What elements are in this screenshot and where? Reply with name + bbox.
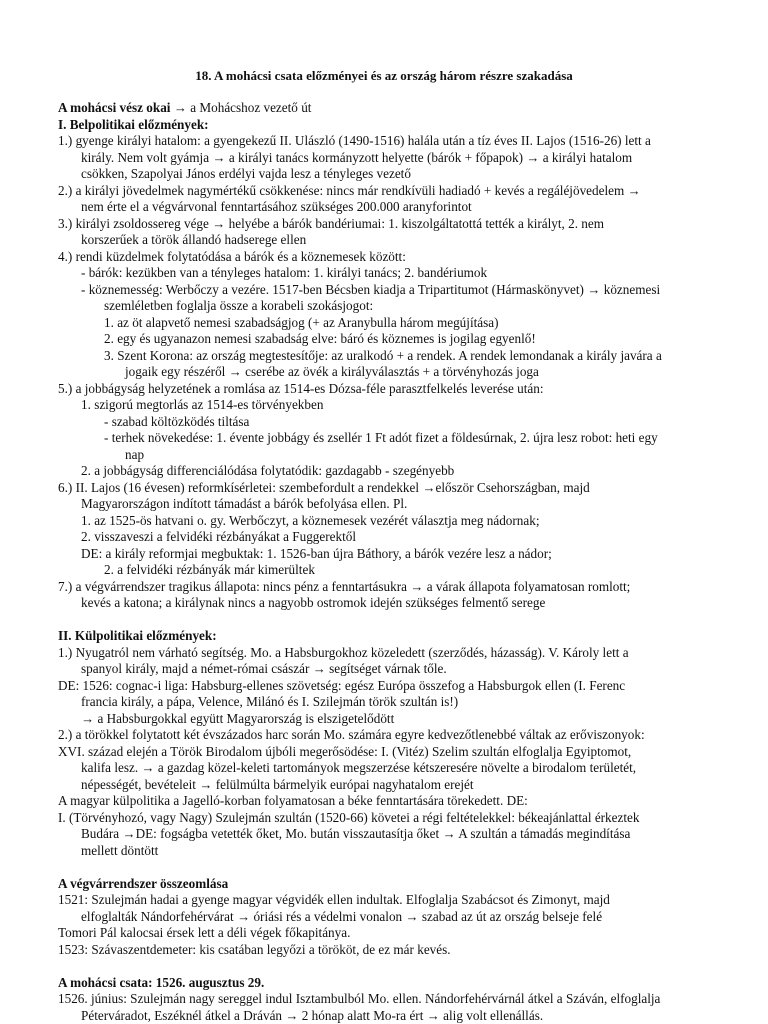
text-line: király. Nem volt gyámja → a királyi tanács kormányzott helyette (bárók + főpapok) → a királyi hatalom [81,149,633,165]
text-line: 2. egy és ugyanazon nemesi szabadság elve: báró és köznemes is jogilag egyenlő! [104,331,536,346]
text-line: korszerűek a török állandó hadserege ellen [81,232,307,247]
text-line: 2. a jobbágyság differenciálódása folytatódik: gazdagabb - szegényebb [81,463,455,478]
text-line: Magyarországon indított támadást a bárók befolyása ellen. Pl. [81,496,408,511]
text-line: francia király, a pápa, Velence, Milánó és I. Szilejmán török szultán is!) [81,694,459,709]
text-line: I. (Törvényhozó, vagy Nagy) Szulejmán szultán (1520-66) követei a régi feltételekkel: békeajánlattal érkeztek [58,809,640,825]
text-line: → a Habsburgokkal együtt Magyarország is elszigetelődött [81,710,395,726]
text-line: 2. a felvidéki rézbányák már kimerültek [104,562,315,577]
text-line: - bárók: kezükben van a tényleges hatalom: 1. királyi tanács; 2. bandériumok [81,265,488,280]
text-line: DE: a király reformjai megbuktak: 1. 1526-ban újra Báthory, a bárók vezére lesz a nádor; [81,545,552,561]
text-line: spanyol király, majd a német-római császár → segítséget várnak tőle. [81,661,447,676]
text-line: 2.) a törökkel folytatott két évszázados harc során Mo. számára egyre kedvezőtlenebbé váltak az erőviszonyok: [58,727,645,742]
text-line: szemléletben foglalja össze a korabeli szokásjogot: [104,298,374,313]
text-line: nem érte el a végvárvonal fenntartásához szükséges 200.000 aranyforintot [81,199,472,214]
text-line: 1.) Nyugatról nem várható segítség. Mo. a Habsburgokhoz közeledett (szerződés, házasság). V. Károly lett a [58,644,629,660]
text-line: népességét, bevételeit → felülmúlta bármelyik európai nagyhatalom erejét [81,776,474,792]
section-heading [58,100,311,116]
heading-rest: → a Mohácshoz vezető út [170,100,312,115]
text-line: 1523: Szávaszentdemeter: kis csatában legyőzi a törököt, de ez már kevés. [58,941,451,957]
text-line: 1526. június: Szulejmán nagy sereggel indul Isztambulból Mo. ellen. Nándorfehérvárnál átkel a Száván, elfoglalja [58,991,661,1006]
text-line: kevés a katona; a királynak nincs a nagyobb ostromok idején szükséges felmentő serege [81,595,546,610]
text-line: nap [125,446,145,462]
text-line: XVI. század elején a Török Birodalom újbóli megerősödése: I. (Vitéz) Szelim szultán elfoglalja Egyiptomot, [58,743,632,759]
text-line: kalifa lesz. → a gazdag közel-keleti tartományok megszerzése kétszeresére növelte a birodalom területét, [81,760,637,775]
text-line: 5.) a jobbágyság helyzetének a romlása az 1514-es Dózsa-féle parasztfelkelés leverése után: [58,380,544,396]
text-line: 2.) a királyi jövedelmek nagymértékű csökkenése: nincs már rendkívüli hadiadó + kevés a regáléjövedelem → [58,182,641,198]
section-heading: I. Belpolitikai előzmények: [58,116,209,132]
text-line: mellett döntött [81,842,159,858]
text-line: 3.) királyi zsoldossereg vége → helyébe a bárók bandériumai: 1. kiszolgáltatottá tették a királyt, 2. nem [58,215,605,231]
text-line: 2. visszaveszi a felvidéki rézbányákat a Fuggerektől [81,529,356,544]
section-heading: II. Külpolitikai előzmények: [58,628,217,643]
text-line: jogaik egy részéről → cserébe az övék a királyválasztás + a törvényhozás joga [125,364,539,379]
text-line: 6.) II. Lajos (16 évesen) reformkísérletei: szembefordult a rendekkel →először Csehországban, majd [58,479,590,495]
text-line: Tomori Pál kalocsai érsek lett a déli végek főkapitánya. [58,925,351,940]
text-line: Péterváradot, Eszéknél átkel a Dráván → 2 hónap alatt Mo-ra ért → alig volt ellenállás. [81,1007,544,1023]
text-line: Budára →DE: fogságba vetették őket, Mo. bután visszautasítja őket → A szultán a támadás megindítása [81,826,631,841]
text-line: DE: 1526: cognac-i liga: Habsburg-ellenes szövetség: egész Európa összefog a Habsburgok ellen (I. Ferenc [58,677,626,693]
text-line: - köznemesség: Werbőczy a vezére. 1517-ben Bécsben kiadja a Tripartitumot (Hármaskönyvet) → köznemesi [81,281,661,297]
text-line: 4.) rendi küzdelmek folytatódása a bárók és a köznemesek között: [58,248,406,264]
text-line: 1. az öt alapvető nemesi szabadságjog (+ az Aranybulla három megújítása) [104,314,499,330]
heading-bold-part: A mohácsi vész okai [58,100,171,115]
text-line: 1. az 1525-ös hatvani o. gy. Werbőczyt, a köznemesek vezérét választja meg nádornak; [81,512,540,528]
text-line: 1.) gyenge királyi hatalom: a gyengekezű II. Ulászló (1490-1516) halála után a tíz éves II. Lajos (1516-26) lett a [58,133,651,148]
text-line: 7.) a végvárrendszer tragikus állapota: nincs pénz a fenntartásukra → a várak állapota folyamatosan romlott; [58,578,631,594]
text-line: 1. szigorú megtorlás az 1514-es törvényekben [81,397,324,412]
document-title: 18. A mohácsi csata előzményei és az ország három részre szakadása [195,68,573,83]
text-line: 1521: Szulejmán hadai a gyenge magyar végvidék ellen indultak. Elfoglalja Szabácsot és Zimonyt, majd [58,892,610,907]
section-heading: A végvárrendszer összeomlása [58,875,229,891]
text-line: 3. Szent Korona: az ország megtestesítője: az uralkodó + a rendek. A rendek lemondanak a király javára a [104,347,662,363]
text-line: elfoglalták Nándorfehérvárat → óriási rés a védelmi vonalon → szabad az út az ország belseje felé [81,908,603,924]
text-line: csökken, Szapolyai János erdélyi vajda lesz a tényleges vezető [81,166,411,181]
text-line: - terhek növekedése: 1. évente jobbágy és zsellér 1 Ft adót fizet a földesúrnak, 2. újra lesz robot: heti egy [104,430,658,445]
text-line: A magyar külpolitika a Jagelló-korban folyamatosan a béke fenntartására törekedett. DE: [58,793,528,808]
text-line: - szabad költözködés tiltása [104,413,250,429]
section-heading: A mohácsi csata: 1526. augusztus 29. [58,974,265,990]
